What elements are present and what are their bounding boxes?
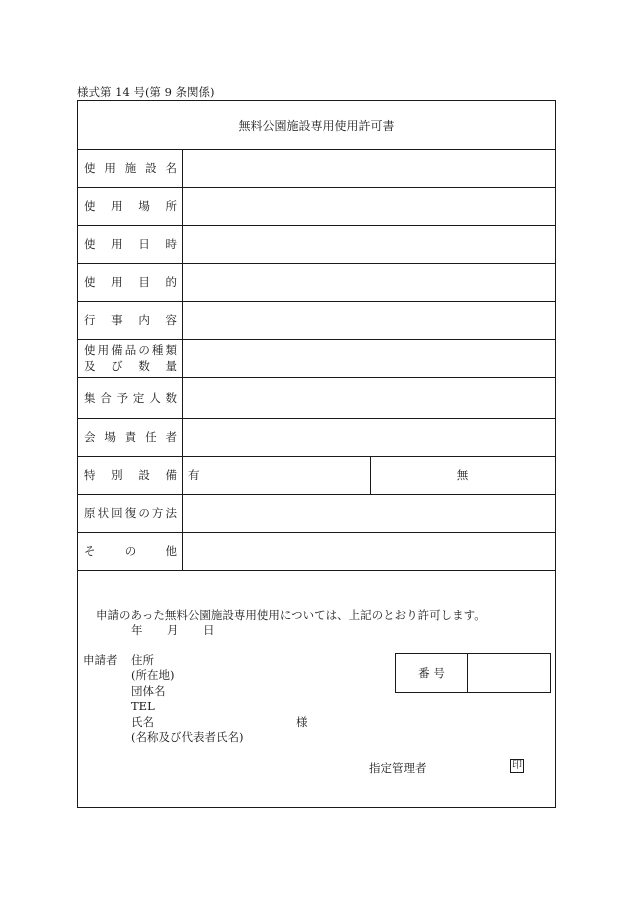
row-label-line	[84, 198, 177, 214]
row-value-field[interactable]	[183, 225, 555, 263]
label-char: 場	[104, 430, 116, 444]
row-label	[78, 377, 183, 418]
label-char: 定	[132, 390, 145, 405]
label-char: 特	[84, 468, 96, 482]
row-label-line	[84, 274, 177, 290]
label-char: 品	[124, 343, 137, 357]
applicant-address-note: (所在地)	[131, 668, 175, 682]
label-char: 備	[165, 468, 177, 482]
label-char: 使	[84, 275, 96, 289]
table-row	[78, 494, 555, 533]
label-char: 類	[165, 343, 177, 357]
label-char: 原	[84, 506, 96, 520]
label-char: 用	[111, 237, 123, 251]
label-char: 予	[116, 390, 129, 405]
row-value-field[interactable]	[183, 418, 555, 456]
label-char: 任	[145, 430, 157, 444]
applicant-tel-label: TEL	[131, 699, 155, 713]
table-row	[78, 339, 555, 378]
row-label	[78, 339, 183, 377]
permit-form	[77, 100, 556, 808]
special-equipment-no[interactable]: 無	[456, 468, 469, 482]
label-char: 的	[165, 275, 177, 289]
label-char: 使	[84, 161, 96, 175]
row-label	[78, 225, 183, 263]
number-label: 番 号	[396, 654, 468, 692]
label-char: 目	[138, 275, 150, 289]
row-label-line	[84, 467, 177, 483]
label-char: 時	[165, 237, 177, 251]
table-row	[78, 532, 555, 571]
row-value-field[interactable]	[183, 263, 555, 301]
label-char: 行	[84, 313, 96, 327]
label-char: び	[111, 359, 123, 373]
number-box	[395, 653, 551, 693]
label-char: 施	[124, 161, 137, 175]
row-value-field[interactable]	[183, 377, 555, 418]
row-label	[78, 494, 183, 532]
label-char: 者	[165, 430, 177, 444]
label-char: 量	[165, 359, 177, 373]
row-label-line	[84, 312, 177, 328]
label-char: 責	[124, 430, 137, 444]
label-char: 数	[165, 390, 177, 405]
label-char: 所	[165, 199, 177, 213]
row-value-field[interactable]	[183, 339, 555, 377]
label-char: の	[124, 544, 137, 558]
row-label-line	[84, 236, 177, 252]
row-value-field[interactable]	[183, 187, 555, 225]
row-value-field[interactable]	[183, 532, 555, 570]
row-label-line	[84, 390, 177, 406]
label-char: そ	[84, 544, 96, 558]
label-char: 日	[138, 237, 150, 251]
label-char: 他	[165, 544, 177, 558]
label-char: 状	[97, 506, 110, 520]
row-label	[78, 263, 183, 301]
table-row	[78, 377, 555, 419]
row-label-line	[84, 342, 177, 358]
table-row	[78, 456, 555, 495]
label-char: 集	[84, 390, 96, 405]
label-char: 容	[165, 313, 177, 327]
special-equipment-yes[interactable]: 有	[188, 468, 200, 482]
label-char: 及	[84, 359, 96, 373]
row-label	[78, 149, 183, 187]
table-row	[78, 418, 555, 457]
label-char: 会	[84, 430, 96, 444]
row-value-field[interactable]	[183, 301, 555, 339]
designated-manager-label: 指定管理者	[369, 761, 427, 775]
table-row	[78, 187, 555, 226]
label-char: の	[138, 506, 150, 520]
applicant-name-label: 氏名	[131, 715, 154, 729]
row-label	[78, 187, 183, 225]
label-char: 法	[165, 506, 177, 520]
honorific-sama: 様	[296, 715, 308, 729]
date-month: 月	[167, 623, 179, 637]
applicant-address-label: 住所	[131, 653, 154, 667]
table-row	[78, 301, 555, 340]
label-char: 回	[111, 506, 123, 520]
date-year: 年	[131, 623, 143, 637]
row-label-line	[84, 505, 177, 521]
label-char: 数	[138, 359, 150, 373]
applicant-name-note: (名称及び代表者氏名)	[131, 730, 244, 744]
label-char: 場	[138, 199, 150, 213]
applicant-label: 申請者	[83, 653, 118, 667]
row-label-line	[84, 160, 177, 176]
seal-mark: 印	[512, 760, 522, 771]
label-char: の	[138, 343, 150, 357]
table-row	[78, 149, 555, 188]
label-char: 名	[165, 161, 177, 175]
applicant-group-label: 団体名	[131, 684, 166, 698]
label-char: 別	[111, 468, 123, 482]
label-char: 用	[97, 343, 110, 357]
label-char: 種	[151, 343, 164, 357]
label-char: 合	[100, 390, 112, 405]
label-char: 用	[104, 161, 116, 175]
form-title: 無料公園施設専用使用許可書	[78, 101, 555, 150]
row-label	[78, 418, 183, 456]
label-char: 使	[84, 199, 96, 213]
label-char: 備	[111, 343, 123, 357]
row-label	[78, 301, 183, 339]
table-row	[78, 263, 555, 302]
label-char: 内	[138, 313, 150, 327]
label-char: 設	[145, 161, 157, 175]
label-char: 設	[138, 468, 150, 482]
label-char: 使	[84, 343, 96, 357]
number-value-field[interactable]	[468, 654, 550, 692]
date-day: 日	[203, 623, 215, 637]
row-label-line	[84, 429, 177, 445]
label-char: 用	[111, 199, 123, 213]
table-row	[78, 225, 555, 264]
row-label	[78, 532, 183, 570]
row-value-field[interactable]	[183, 149, 555, 187]
row-label-line	[84, 543, 177, 559]
row-value-field[interactable]	[183, 494, 555, 532]
label-char: 用	[111, 275, 123, 289]
row-label-line	[84, 358, 177, 374]
label-char: 人	[149, 390, 161, 405]
permission-statement: 申請のあった無料公園施設専用使用については、上記のとおり許可します。	[96, 608, 486, 622]
label-char: 事	[111, 313, 123, 327]
row-label	[78, 456, 183, 494]
label-char: 復	[124, 506, 137, 520]
form-number-caption: 様式第 14 号(第 9 条関係)	[77, 85, 215, 99]
label-char: 使	[84, 237, 96, 251]
label-char: 方	[151, 506, 164, 520]
